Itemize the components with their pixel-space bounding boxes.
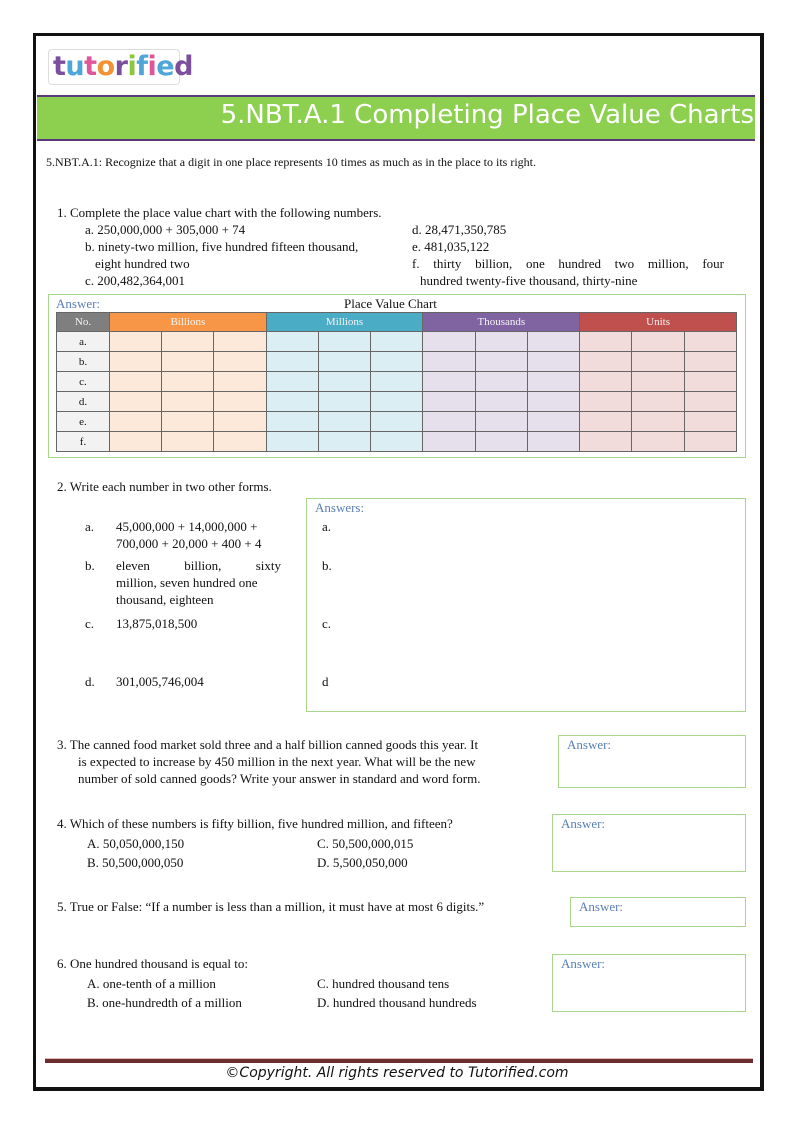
digit-cell[interactable] bbox=[162, 332, 214, 352]
q6-option-b[interactable]: B. one-hundredth of a million bbox=[87, 995, 242, 1010]
digit-cell[interactable] bbox=[266, 432, 318, 452]
logo-letter: u bbox=[65, 51, 85, 82]
row-label: e. bbox=[57, 412, 110, 432]
digit-cell[interactable] bbox=[371, 432, 423, 452]
q4-option-b[interactable]: B. 50,500,000,050 bbox=[87, 855, 184, 870]
digit-cell[interactable] bbox=[110, 412, 162, 432]
standard-description: 5.NBT.A.1: Recognize that a digit in one place represents 10 times as much as in the place to its right. bbox=[46, 155, 536, 169]
chart-header-millions: Millions bbox=[266, 313, 423, 332]
digit-cell[interactable] bbox=[318, 332, 370, 352]
digit-cell[interactable] bbox=[162, 372, 214, 392]
digit-cell[interactable] bbox=[475, 412, 527, 432]
digit-cell[interactable] bbox=[371, 392, 423, 412]
digit-cell[interactable] bbox=[527, 432, 579, 452]
digit-cell[interactable] bbox=[371, 332, 423, 352]
digit-cell[interactable] bbox=[632, 392, 684, 412]
digit-cell[interactable] bbox=[527, 392, 579, 412]
digit-cell[interactable] bbox=[371, 372, 423, 392]
q2-answer-label: Answers: bbox=[315, 500, 365, 515]
digit-cell[interactable] bbox=[214, 392, 266, 412]
digit-cell[interactable] bbox=[162, 412, 214, 432]
digit-cell[interactable] bbox=[318, 392, 370, 412]
digit-cell[interactable] bbox=[684, 352, 736, 372]
q2-item-letter: d. bbox=[85, 674, 95, 689]
logo-letter: r bbox=[114, 51, 128, 82]
digit-cell[interactable] bbox=[214, 432, 266, 452]
digit-cell[interactable] bbox=[527, 412, 579, 432]
tutorified-logo bbox=[48, 49, 193, 85]
q2-item-text: eleven billion, sixty bbox=[116, 558, 281, 573]
digit-cell[interactable] bbox=[423, 372, 475, 392]
logo-letter: t bbox=[84, 51, 97, 82]
q4-option-d[interactable]: D. 5,500,050,000 bbox=[317, 855, 408, 870]
logo-letter: i bbox=[127, 51, 137, 82]
footer-rule bbox=[45, 1058, 753, 1063]
worksheet-title: 5.NBT.A.1 Completing Place Value Charts bbox=[220, 100, 754, 130]
digit-cell[interactable] bbox=[580, 432, 632, 452]
row-label: d. bbox=[57, 392, 110, 412]
row-label: b. bbox=[57, 352, 110, 372]
q1-item-a: a. 250,000,000 + 305,000 + 74 bbox=[85, 222, 246, 237]
digit-cell[interactable] bbox=[110, 392, 162, 412]
q2-item-text: million, seven hundred one bbox=[116, 575, 258, 590]
chart-row bbox=[57, 372, 737, 392]
q6-option-c[interactable]: C. hundred thousand tens bbox=[317, 976, 450, 991]
digit-cell[interactable] bbox=[266, 392, 318, 412]
digit-cell[interactable] bbox=[162, 352, 214, 372]
chart-row bbox=[57, 392, 737, 412]
digit-cell[interactable] bbox=[684, 392, 736, 412]
logo-letter: e bbox=[156, 51, 175, 82]
digit-cell[interactable] bbox=[527, 332, 579, 352]
q1-item-b: b. ninety-two million, five hundred fifteen thousand, bbox=[85, 239, 359, 254]
digit-cell[interactable] bbox=[423, 352, 475, 372]
q2-item-letter: c. bbox=[85, 616, 95, 631]
digit-cell[interactable] bbox=[580, 352, 632, 372]
q5-prompt: 5. True or False: “If a number is less than a million, it must have at most 6 digits.” bbox=[57, 899, 485, 914]
logo-letter: t bbox=[53, 51, 66, 82]
q3-line-2: is expected to increase by 450 million in the next year. What will be the new bbox=[78, 754, 476, 769]
digit-cell[interactable] bbox=[475, 372, 527, 392]
q3-answer-label: Answer: bbox=[567, 737, 612, 752]
digit-cell[interactable] bbox=[632, 432, 684, 452]
digit-cell[interactable] bbox=[580, 412, 632, 432]
digit-cell[interactable] bbox=[266, 412, 318, 432]
q1-item-d: d. 28,471,350,785 bbox=[412, 222, 507, 237]
q6-answer-label: Answer: bbox=[561, 956, 606, 971]
digit-cell[interactable] bbox=[318, 412, 370, 432]
chart-row bbox=[57, 332, 737, 352]
digit-cell[interactable] bbox=[423, 412, 475, 432]
digit-cell[interactable] bbox=[423, 392, 475, 412]
digit-cell[interactable] bbox=[162, 392, 214, 412]
chart-header-no: No. bbox=[57, 313, 110, 332]
q2-answer-letter: b. bbox=[322, 558, 332, 573]
q2-item-text: 13,875,018,500 bbox=[116, 616, 198, 631]
copyright-footer: ©Copyright. All rights reserved to Tutorified.com bbox=[225, 1065, 569, 1081]
q2-item-text: 45,000,000 + 14,000,000 + bbox=[116, 519, 258, 534]
chart-row bbox=[57, 432, 737, 452]
digit-cell[interactable] bbox=[475, 432, 527, 452]
digit-cell[interactable] bbox=[110, 352, 162, 372]
logo-letter: f bbox=[136, 51, 148, 82]
q6-option-a[interactable]: A. one-tenth of a million bbox=[87, 976, 216, 991]
digit-cell[interactable] bbox=[580, 372, 632, 392]
digit-cell[interactable] bbox=[684, 332, 736, 352]
q2-answer-letter: d bbox=[322, 674, 329, 689]
digit-cell[interactable] bbox=[475, 352, 527, 372]
digit-cell[interactable] bbox=[632, 412, 684, 432]
digit-cell[interactable] bbox=[423, 432, 475, 452]
digit-cell[interactable] bbox=[475, 332, 527, 352]
q1-answer-label: Answer: bbox=[56, 296, 101, 311]
row-label: a. bbox=[57, 332, 110, 352]
digit-cell[interactable] bbox=[214, 332, 266, 352]
digit-cell[interactable] bbox=[318, 432, 370, 452]
q6-prompt: 6. One hundred thousand is equal to: bbox=[57, 956, 248, 971]
q2-prompt: 2. Write each number in two other forms. bbox=[57, 479, 272, 494]
chart-header-units: Units bbox=[580, 313, 737, 332]
digit-cell[interactable] bbox=[632, 332, 684, 352]
row-label: c. bbox=[57, 372, 110, 392]
q4-answer-label: Answer: bbox=[561, 816, 606, 831]
q4-option-a[interactable]: A. 50,050,000,150 bbox=[87, 836, 185, 851]
q2-answer-letter: a. bbox=[322, 519, 332, 534]
digit-cell[interactable] bbox=[110, 432, 162, 452]
q6-option-d[interactable]: D. hundred thousand hundreds bbox=[317, 995, 477, 1010]
digit-cell[interactable] bbox=[110, 372, 162, 392]
q1-item-c: c. 200,482,364,001 bbox=[85, 273, 186, 288]
logo-letter: o bbox=[96, 51, 115, 82]
digit-cell[interactable] bbox=[632, 352, 684, 372]
q4-option-c[interactable]: C. 50,500,000,015 bbox=[317, 836, 414, 851]
digit-cell[interactable] bbox=[684, 432, 736, 452]
digit-cell[interactable] bbox=[632, 372, 684, 392]
logo-letter: d bbox=[174, 51, 193, 82]
digit-cell[interactable] bbox=[214, 352, 266, 372]
q1-item-e: e. 481,035,122 bbox=[412, 239, 490, 254]
place-value-chart bbox=[56, 312, 737, 452]
logo-letter: i bbox=[147, 51, 157, 82]
q1-prompt: 1. Complete the place value chart with the following numbers. bbox=[57, 205, 382, 220]
digit-cell[interactable] bbox=[318, 372, 370, 392]
chart-header-thousands: Thousands bbox=[423, 313, 580, 332]
q3-line-1: 3. The canned food market sold three and a half billion canned goods this year. It bbox=[57, 737, 479, 752]
q1-item-f-cont: hundred twenty-five thousand, thirty-nine bbox=[420, 273, 638, 288]
q2-answer-letter: c. bbox=[322, 616, 332, 631]
digit-cell[interactable] bbox=[162, 432, 214, 452]
digit-cell[interactable] bbox=[684, 372, 736, 392]
q2-answer-box[interactable] bbox=[306, 498, 746, 712]
digit-cell[interactable] bbox=[684, 412, 736, 432]
digit-cell[interactable] bbox=[371, 412, 423, 432]
q2-item-letter: b. bbox=[85, 558, 95, 573]
q1-item-f: f. thirty billion, one hundred two million, four bbox=[412, 256, 724, 271]
q4-prompt: 4. Which of these numbers is fifty billion, five hundred million, and fifteen? bbox=[57, 816, 453, 831]
chart-row bbox=[57, 412, 737, 432]
q5-answer-label: Answer: bbox=[579, 899, 624, 914]
chart-row bbox=[57, 352, 737, 372]
digit-cell[interactable] bbox=[214, 372, 266, 392]
chart-title: Place Value Chart bbox=[344, 296, 437, 311]
q2-item-letter: a. bbox=[85, 519, 95, 534]
digit-cell[interactable] bbox=[580, 332, 632, 352]
digit-cell[interactable] bbox=[475, 392, 527, 412]
digit-cell[interactable] bbox=[266, 372, 318, 392]
digit-cell[interactable] bbox=[110, 332, 162, 352]
row-label: f. bbox=[57, 432, 110, 452]
q1-item-b-cont: eight hundred two bbox=[95, 256, 190, 271]
digit-cell[interactable] bbox=[580, 392, 632, 412]
q2-item-text: thousand, eighteen bbox=[116, 592, 214, 607]
digit-cell[interactable] bbox=[527, 372, 579, 392]
digit-cell[interactable] bbox=[266, 332, 318, 352]
digit-cell[interactable] bbox=[371, 352, 423, 372]
chart-header-billions: Billions bbox=[110, 313, 267, 332]
q2-item-text: 301,005,746,004 bbox=[116, 674, 204, 689]
digit-cell[interactable] bbox=[527, 352, 579, 372]
q2-item-text: 700,000 + 20,000 + 400 + 4 bbox=[116, 536, 262, 551]
digit-cell[interactable] bbox=[214, 412, 266, 432]
digit-cell[interactable] bbox=[423, 332, 475, 352]
q3-line-3: number of sold canned goods? Write your answer in standard and word form. bbox=[78, 771, 481, 786]
digit-cell[interactable] bbox=[266, 352, 318, 372]
digit-cell[interactable] bbox=[318, 352, 370, 372]
